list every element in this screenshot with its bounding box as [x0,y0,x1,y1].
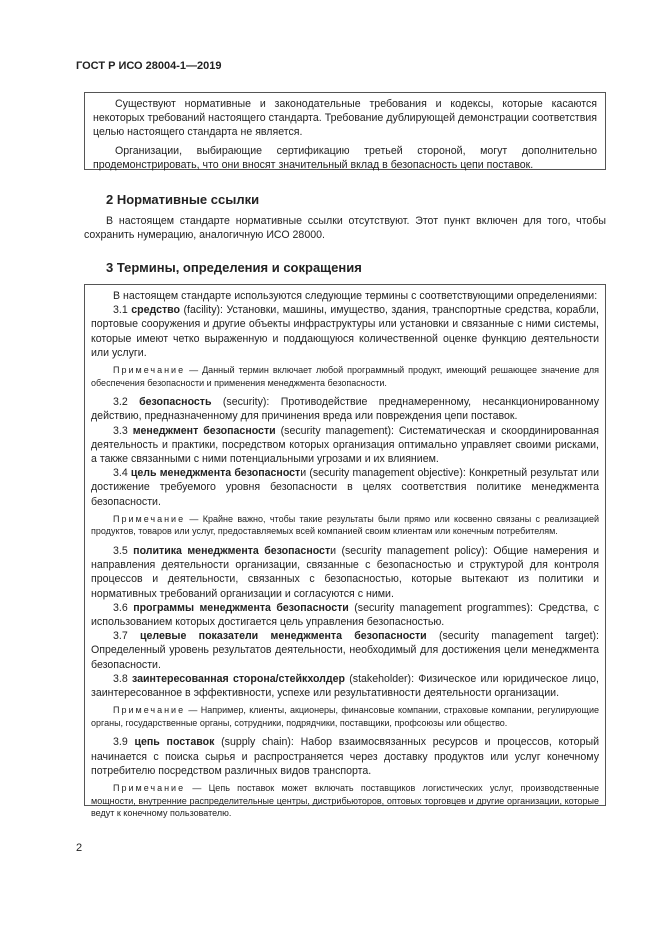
term-3-8-note: Примечание — Например, клиенты, акционеры, финансовые компании, страховые компании, регулирующие органы, государственные органы, сотрудники, подрядчики, поставщики, профсоюзы или общество. [91,705,599,728]
intro-box [84,92,606,170]
term-3-1-note: Примечание — Данный термин включает любой программный продукт, имеющий решающее значение для обеспечения безопасности и применения менеджмента безопасности. [91,365,599,388]
terms-box [84,284,606,819]
page-number: 2 [76,842,83,854]
terms-intro: В настоящем стандарте используются следующие термины с соответствующими определениями: [113,290,598,302]
term-3-4: 3.4 цель менеджмента безопасности (security management objective): Конкретный результат или достижение требуемого уровня безопасности в целях соответствия политике менеджмента безопасности. [91,467,599,508]
section-2-text: В настоящем стандарте нормативные ссылки отсутствуют. Этот пункт включен для того, чтобы сохранить нумерацию, аналогичную ИСО 28000. [84,215,606,242]
term-3-6: 3.6 программы менеджмента безопасности (security management programmes): Средства, с использованием которых достигается цель управления безопасностью. [91,601,599,629]
term-3-5: 3.5 политика менеджмента безопасности (security management policy): Общие намерения и направления деятельности организации, связанные с безопасностью и структурой для контроля процессов и деятельности, связанных с безопасностью, которые вытекают из политики и нормативных требований организации и согласуются с ними. [91,545,599,600]
intro-paragraph-1: Существуют нормативные и законодательные требования и кодексы, которые касаются некоторых требований настоящего стандарта. Требование дублирующей демонстрации соответствия целью настоящего стандарта не является. [93,98,597,139]
term-3-9-note: Примечание — Цепь поставок может включать поставщиков логистических услуг, производственные мощности, внутренние распределительные центры, дистрибьюторов, оптовых торговцев и другие организации, которые ведут к конечному пользователю. [91,783,599,819]
intro-paragraph-2: Организации, выбирающие сертификацию третьей стороной, могут дополнительно продемонстрировать, что они вносят значительный вклад в безопасность цепи поставок. [93,144,597,171]
term-3-7: 3.7 целевые показатели менеджмента безопасности (security management target): Определенный уровень результатов деятельности, необходимый для достижения цели менеджмента безопасности. [91,630,599,671]
term-3-4-note: Примечание — Крайне важно, чтобы такие результаты были прямо или косвенно связаны с реализацией продуктов, товаров или услуг, предоставляемых всей компанией своим клиентам или конечным потребителям. [91,513,599,537]
section-2-title: 2 Нормативные ссылки [106,192,260,207]
term-3-9: 3.9 цепь поставок (supply chain): Набор взаимосвязанных ресурсов и процессов, который начинается с поиска сырья и распространяется через доставку продуктов или услуг конечному потребителю посредством различных видов транспорта. [91,736,599,777]
term-3-8: 3.8 заинтересованная сторона/стейкхолдер (stakeholder): Физическое или юридическое лицо, заинтересованное в эффективности, успехе или результативности деятельности организации. [91,672,599,700]
term-3-2: 3.2 безопасность (security): Противодействие преднамеренному, несанкционированному действию, предназначенному для причинения вреда или повреждения цепи поставок. [91,396,599,423]
term-3-3: 3.3 менеджмент безопасности (security management): Систематическая и скоординированная деятельность и практики, посредством которых организация оптимально управляет своими рисками, а также связанными с ними потенциальными угрозами и их влиянием. [91,424,599,466]
term-3-1: 3.1 средство (facility): Установки, машины, имущество, здания, транспортные средства, корабли, портовые сооружения и другие объекты инфраструктуры или установки и связанные с ними системы, которые имеют четко выраженную и поддающуюся количественной оценке функцию деятельности или услуги. [91,304,599,359]
document-header: ГОСТ Р ИСО 28004-1—2019 [76,60,222,72]
section-3-title: 3 Термины, определения и сокращения [106,260,362,275]
